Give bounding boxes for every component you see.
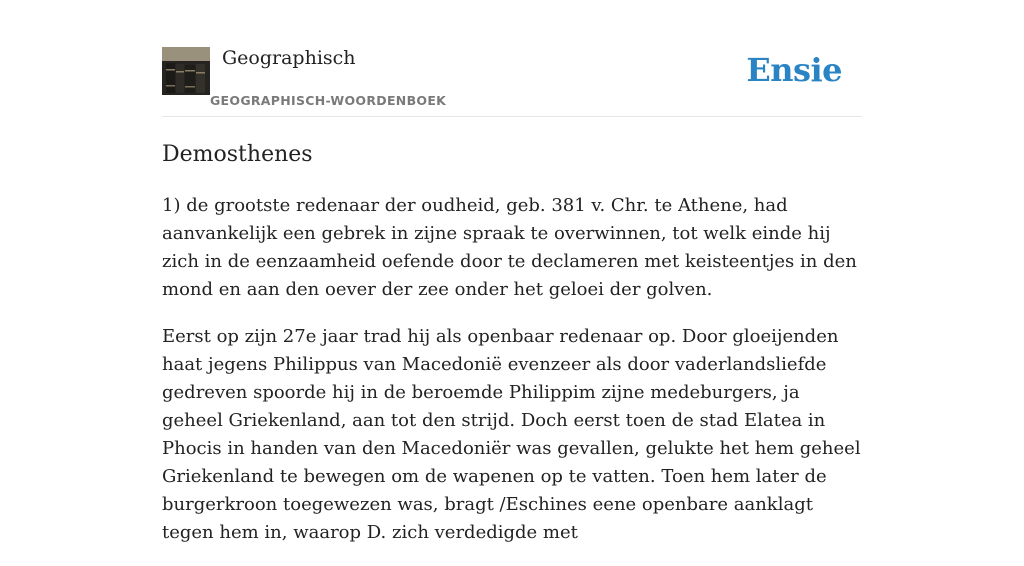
ensie-logo-link[interactable]: Ensie — [746, 51, 842, 89]
article-paragraph: 1) de grootste redenaar der oudheid, geb. 381 v. Chr. te Athene, had aanvankelijk een gebrek in zijne spraak te overwinnen, tot welk einde hij zich in de eenzaamheid oefende door te declameren met keisteentjes in den mond en aan den oever der zee onder het geloei der golven. — [162, 195, 857, 300]
books-image-icon — [162, 47, 210, 95]
site-header — [162, 44, 862, 117]
article-title: Demosthenes — [162, 142, 313, 167]
dictionary-avatar[interactable] — [162, 47, 210, 95]
article-paragraph: Eerst op zijn 27e jaar trad hij als openbaar redenaar op. Door gloeijenden haat jegens Philippus van Macedonië evenzeer als door vaderlandsliefde gedreven spoorde hij in de beroemde Philippim zijne medeburgers, ja geheel Griekenland, aan tot den strijd. Doch eerst toen de stad Elatea in Phocis in handen van den Macedoniër was gevallen, gelukte het hem geheel Griekenland te bewegen om de wapenen op te vatten. Toen hem later de burgerkroon toegewezen was, bragt /Eschines eene openbare aanklagt tegen hem in, waarop D. zich verdedigde met — [162, 326, 861, 543]
site-name[interactable]: Geographisch — [222, 47, 356, 69]
article-body — [162, 192, 862, 566]
site-subtitle[interactable]: GEOGRAPHISCH-WOORDENBOEK — [210, 93, 447, 108]
